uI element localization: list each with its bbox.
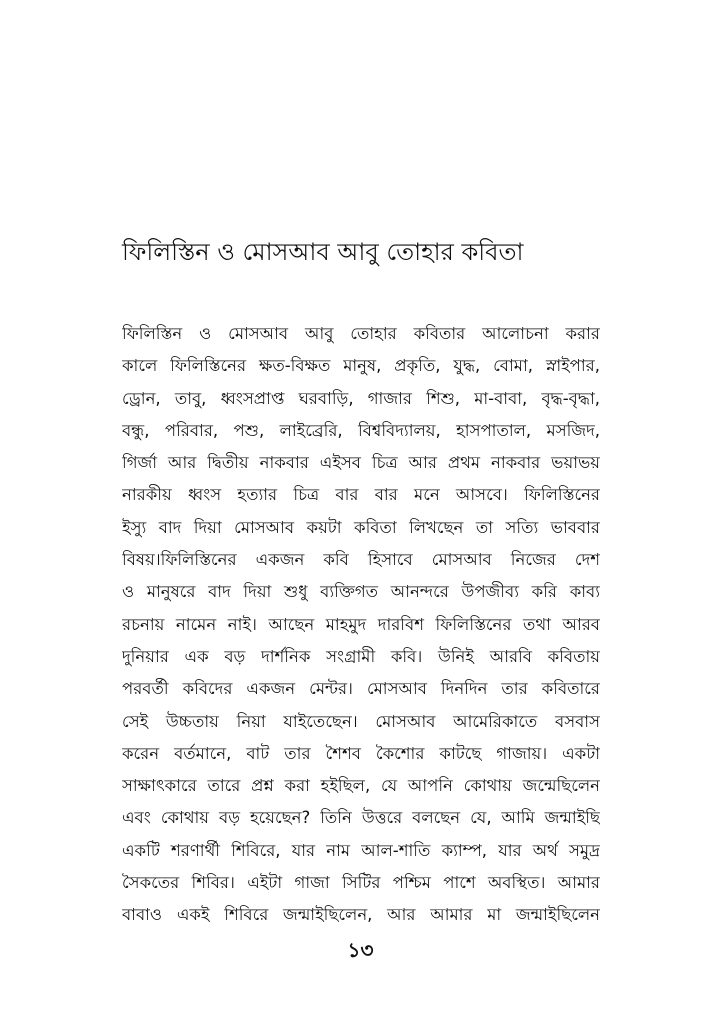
text-line: ও মানুষরে বাদ দিয়া শুধু ব্যক্তিগত আনন্দরে উপজীব্য করি কাব্য <box>122 582 600 602</box>
text-line: করেন বর্তমানে, বাট তার শৈশব কৈশোর কাটছে গাজায়। একটা <box>122 743 600 763</box>
text-line: রচনায় নামেন নাই। আছেন মাহমুদ দারবিশ ফিলিস্তিনের তথা আরব <box>122 614 600 634</box>
page-number: ১৩ <box>347 938 374 962</box>
text-line: সেই উচ্চতায় নিয়া যাইতেছেন। মোসআব আমেরিকাতে বসবাস <box>122 711 600 731</box>
text-line: গির্জা আর দ্বিতীয় নাকবার এইসব চিত্র আর প্রথম নাকবার ভয়াভয় <box>122 453 600 473</box>
text-line: কালে ফিলিস্তিনের ক্ষত-বিক্ষত মানুষ, প্রকৃতি, যুদ্ধ, বোমা, স্নাইপার, <box>122 356 600 376</box>
text-line: পরবর্তী কবিদের একজন মেন্টর। মোসআব দিনদিন তার কবিতারে <box>122 679 600 699</box>
text-line: একটি শরণার্থী শিবিরে, যার নাম আল-শাতি ক্যাম্প, যার অর্থ সমুদ্র <box>122 840 600 860</box>
text-line: এবং কোথায় বড় হয়েছেন? তিনি উত্তরে বলছেন যে, আমি জন্মাইছি <box>122 808 600 828</box>
text-line: ড্রোন, তাবু, ধ্বংসপ্রাপ্ত ঘরবাড়ি, গাজার শিশু, মা-বাবা, বৃদ্ধ-বৃদ্ধা, <box>122 388 600 408</box>
text-line: বিষয়।ফিলিস্তিনের একজন কবি হিসাবে মোসআব নিজের দেশ <box>122 550 600 570</box>
text-line: দুনিয়ার এক বড় দার্শনিক সংগ্রামী কবি। উনিই আরবি কবিতায় <box>122 646 600 666</box>
text-line: বন্ধু, পরিবার, পশু, লাইব্রেরি, বিশ্ববিদ্যালয়, হাসপাতাল, মসজিদ, <box>122 420 600 440</box>
text-line: ইস্যু বাদ দিয়া মোসআব কয়টা কবিতা লিখছেন তা সত্যি ভাববার <box>122 517 600 537</box>
text-line: সাক্ষাৎকারে তারে প্রশ্ন করা হইছিল, যে আপনি কোথায় জন্মেছিলেন <box>122 776 600 796</box>
body-paragraph <box>122 318 600 932</box>
text-line: বাবাও একই শিবিরে জন্মাইছিলেন, আর আমার মা জন্মাইছিলেন <box>122 905 600 925</box>
text-line: ফিলিস্তিন ও মোসআব আবু তোহার কবিতার আলোচনা করার <box>122 324 600 343</box>
text-line: নারকীয় ধ্বংস হত্যার চিত্র বার বার মনে আসবে। ফিলিস্তিনের <box>122 485 600 505</box>
text-line: সৈকতের শিবির। এইটা গাজা সিটির পশ্চিম পাশে অবস্থিত। আমার <box>122 873 600 893</box>
chapter-title: ফিলিস্তিন ও মোসআব আবু তোহার কবিতা <box>122 238 524 266</box>
